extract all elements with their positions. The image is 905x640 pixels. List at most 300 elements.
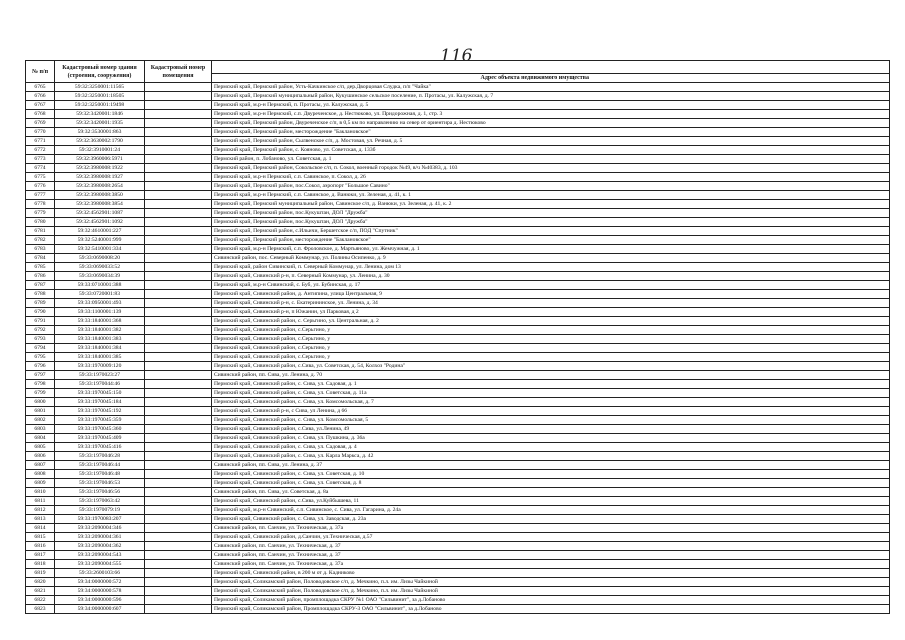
cadastral-premise-number <box>145 308 212 317</box>
row-number: 6793 <box>26 335 55 344</box>
cadastral-premise-number <box>145 587 212 596</box>
cadastral-building-number: 59:33:1970083:207 <box>55 515 145 524</box>
cadastral-building-number: 59:33:0690033:52 <box>55 263 145 272</box>
object-address: Сивинский район, пп. Санчин, ул. Техническая, д. 37 <box>212 551 890 560</box>
object-address: Пермский край, Пермский район, пос.Сокол, аэропорт "Большое Савино" <box>212 182 890 191</box>
cadastral-premise-number <box>145 371 212 380</box>
cadastral-building-number: 59:32:3980008:1927 <box>55 173 145 182</box>
row-number: 6769 <box>26 119 55 128</box>
cadastral-premise-number <box>145 146 212 155</box>
row-number: 6775 <box>26 173 55 182</box>
row-number: 6784 <box>26 254 55 263</box>
cadastral-premise-number <box>145 290 212 299</box>
cadastral-building-number: 59:32:3980008:3854 <box>55 200 145 209</box>
cadastral-premise-number <box>145 497 212 506</box>
object-address: Пермский край, Сивинский р-н, п Южанин, ул Парковая, д 2 <box>212 308 890 317</box>
row-number: 6817 <box>26 551 55 560</box>
cadastral-building-number: 59:32:5240001:999 <box>55 236 145 245</box>
table-row <box>26 452 890 461</box>
cadastral-building-number: 59:33:2090004:346 <box>55 524 145 533</box>
object-address: Пермский край, Пермский район, месторождение "Баклановское" <box>212 128 890 137</box>
cadastral-building-number: 59:33:1970063:42 <box>55 497 145 506</box>
cadastral-premise-number <box>145 569 212 578</box>
cadastral-premise-number <box>145 470 212 479</box>
cadastral-building-number: 59:33:1970045:359 <box>55 416 145 425</box>
row-number: 6822 <box>26 596 55 605</box>
object-address: Пермский край, Сивинский район, с.Серьгино, у <box>212 326 890 335</box>
row-number: 6773 <box>26 155 55 164</box>
cadastral-premise-number <box>145 263 212 272</box>
table-row <box>26 101 890 110</box>
table-row <box>26 164 890 173</box>
cadastral-premise-number <box>145 353 212 362</box>
row-number: 6804 <box>26 434 55 443</box>
cadastral-building-number: 59:33:1970045:150 <box>55 389 145 398</box>
cadastral-building-number: 59:33:1970079:19 <box>55 506 145 515</box>
cadastral-building-number: 59:33:1840001:384 <box>55 344 145 353</box>
registry-table <box>25 60 890 614</box>
cadastral-premise-number <box>145 236 212 245</box>
cadastral-premise-number <box>145 137 212 146</box>
row-number: 6780 <box>26 218 55 227</box>
row-number: 6800 <box>26 398 55 407</box>
object-address: Пермский край, м.р-н Сивинский, с.п. Сивинское, с. Сива, ул. Гагарина, д. 24а <box>212 506 890 515</box>
table-row <box>26 326 890 335</box>
cadastral-building-number: 59:33:1840001:382 <box>55 326 145 335</box>
object-address: Пермский край, Сивинский район, д.Санчин, ул.Техническая, д.57 <box>212 533 890 542</box>
cadastral-premise-number <box>145 380 212 389</box>
object-address: Сивинский район, пп. Сива, ул. Ленина, д. 37 <box>212 461 890 470</box>
table-row <box>26 119 890 128</box>
header-address-top <box>212 61 890 74</box>
object-address: Пермский край, Сивинский район, в 200 м от д. Кадниково <box>212 569 890 578</box>
table-row <box>26 416 890 425</box>
cadastral-premise-number <box>145 110 212 119</box>
row-number: 6802 <box>26 416 55 425</box>
cadastral-building-number: 59:33:1970046:53 <box>55 479 145 488</box>
object-address: Пермский край, Пермский район, пос.Кукуштан, ДОЛ "Дружба" <box>212 209 890 218</box>
row-number: 6781 <box>26 227 55 236</box>
cadastral-building-number: 59:33:1970045:360 <box>55 425 145 434</box>
row-number: 6810 <box>26 488 55 497</box>
cadastral-building-number: 59:33:1970045:409 <box>55 434 145 443</box>
table-row <box>26 272 890 281</box>
table-row <box>26 587 890 596</box>
cadastral-building-number: 59:32:4562901:1092 <box>55 218 145 227</box>
row-number: 6788 <box>26 290 55 299</box>
table-row <box>26 605 890 614</box>
cadastral-premise-number <box>145 362 212 371</box>
table-row <box>26 497 890 506</box>
object-address: Пермский край, Пермский муниципальный район, Савинское с/п, д. Ванюки, ул. Зеленая, д. 41, к. 2 <box>212 200 890 209</box>
object-address: Сивинский район, пп. Санчин, ул. Техническая, д. 37а <box>212 524 890 533</box>
table-row <box>26 461 890 470</box>
object-address: Пермский край, м.р-н Сивинский, с. Буб, ул. Бубинская, д. 17 <box>212 281 890 290</box>
row-number: 6814 <box>26 524 55 533</box>
row-number: 6768 <box>26 110 55 119</box>
table-row <box>26 506 890 515</box>
cadastral-building-number: 59:33:0950001:493 <box>55 299 145 308</box>
object-address: Пермский край, Пермский район, пос.Кукуштан, ДОЛ "Дружба" <box>212 218 890 227</box>
cadastral-building-number: 59:33:1970045:192 <box>55 407 145 416</box>
object-address: Пермский край, Сивинский р-н, п. Северный Коммунар, ул. Ленина, д. 30 <box>212 272 890 281</box>
table-row <box>26 515 890 524</box>
table-row <box>26 299 890 308</box>
object-address: Пермский край, Сивинский район, с. Серьгино, ул. Центральная, д. 2 <box>212 317 890 326</box>
cadastral-building-number: 59:32:3980008:1922 <box>55 164 145 173</box>
object-address: Пермский край, Сивинский район, с.Серьгино, у <box>212 335 890 344</box>
cadastral-premise-number <box>145 407 212 416</box>
cadastral-building-number: 59:33:1840001:383 <box>55 335 145 344</box>
table-row <box>26 542 890 551</box>
object-address: Пермский край, Пермский район, месторождение "Баклановское" <box>212 236 890 245</box>
table-row <box>26 254 890 263</box>
cadastral-building-number: 59:33:1970023:27 <box>55 371 145 380</box>
cadastral-building-number: 59:33:1970045:416 <box>55 443 145 452</box>
cadastral-premise-number <box>145 479 212 488</box>
table-row <box>26 470 890 479</box>
object-address: Пермский край, Сивинский р-н, с. Екатерининское, ул. Ленина, д. 34 <box>212 299 890 308</box>
cadastral-building-number: 59:33:0720001:83 <box>55 290 145 299</box>
row-number: 6807 <box>26 461 55 470</box>
row-number: 6777 <box>26 191 55 200</box>
cadastral-building-number: 59:32:3250001:11565 <box>55 83 145 92</box>
cadastral-premise-number <box>145 560 212 569</box>
cadastral-premise-number <box>145 344 212 353</box>
object-address: Пермский край, м.р-н Пермский, с.п. Фроловское, д. Мартьяново, ул. Жемчужная, д. 1 <box>212 245 890 254</box>
cadastral-building-number: 59:34:0000000:596 <box>55 596 145 605</box>
table-row <box>26 209 890 218</box>
object-address: Пермский край, район Сивинский, п. Северный Коммунар, ул. Ленина, дом 13 <box>212 263 890 272</box>
row-number: 6782 <box>26 236 55 245</box>
object-address: Пермский край, Сивинский район, с. Сива, ул. Советская, д. 10 <box>212 470 890 479</box>
table-row <box>26 155 890 164</box>
table-row <box>26 146 890 155</box>
table-row <box>26 173 890 182</box>
cadastral-building-number: 59:34:0000000:572 <box>55 578 145 587</box>
object-address: Сивинский район, пп. Санчин, ул. Техническая, д. 37 <box>212 542 890 551</box>
object-address: Пермский край, Сивинский район, с. Сива, ул. Заводская, д. 23а <box>212 515 890 524</box>
cadastral-building-number: 59:32:3910001:24 <box>55 146 145 155</box>
cadastral-premise-number <box>145 488 212 497</box>
row-number: 6786 <box>26 272 55 281</box>
row-number: 6767 <box>26 101 55 110</box>
cadastral-building-number: 59:33:1970046:56 <box>55 488 145 497</box>
row-number: 6766 <box>26 92 55 101</box>
cadastral-building-number: 59:32:3420001:1935 <box>55 119 145 128</box>
cadastral-premise-number <box>145 227 212 236</box>
table-row <box>26 83 890 92</box>
table-row <box>26 371 890 380</box>
row-number: 6794 <box>26 344 55 353</box>
cadastral-premise-number <box>145 119 212 128</box>
cadastral-building-number: 59:33:1970046:48 <box>55 470 145 479</box>
row-number: 6799 <box>26 389 55 398</box>
object-address: Пермский край, м.р-н Пермский, п. Протасы, ул. Калужская, д. 5 <box>212 101 890 110</box>
row-number: 6803 <box>26 425 55 434</box>
object-address: Пермский край, Пермский район, с. Кояново, ул. Советская, д. 133б <box>212 146 890 155</box>
cadastral-premise-number <box>145 398 212 407</box>
table-row <box>26 560 890 569</box>
cadastral-premise-number <box>145 533 212 542</box>
cadastral-premise-number <box>145 524 212 533</box>
cadastral-building-number: 59:33:1100001:139 <box>55 308 145 317</box>
cadastral-building-number: 59:34:0000000:607 <box>55 605 145 614</box>
cadastral-building-number: 59:32:3530001:863 <box>55 128 145 137</box>
cadastral-building-number: 59:33:0690034:39 <box>55 272 145 281</box>
cadastral-building-number: 59:32:4610001:227 <box>55 227 145 236</box>
cadastral-premise-number <box>145 461 212 470</box>
object-address: Сивинский район, пп. Сива, ул. Ленина, д. 70 <box>212 371 890 380</box>
table-row <box>26 92 890 101</box>
cadastral-building-number: 59:33:1840001:385 <box>55 353 145 362</box>
row-number: 6812 <box>26 506 55 515</box>
cadastral-building-number: 59:33:1970009:120 <box>55 362 145 371</box>
row-number: 6805 <box>26 443 55 452</box>
cadastral-building-number: 59:33:0710001:388 <box>55 281 145 290</box>
row-number: 6787 <box>26 281 55 290</box>
object-address: Пермский край, Соликамский район, Половодовское с/п, д. Мечкино, п.л. им. Лизы Чайкиной <box>212 578 890 587</box>
cadastral-building-number: 59:33:2090004:543 <box>55 551 145 560</box>
cadastral-premise-number <box>145 551 212 560</box>
object-address: Пермский край, Сивинский район, с. Сива, ул. Советская, д. 11а <box>212 389 890 398</box>
object-address: Пермский край, Сивинский район, с. Сива, ул. Комсомольская, д. 7 <box>212 398 890 407</box>
table-row <box>26 317 890 326</box>
object-address: Пермский край, Пермский район, Сылвенское с/п, д. Мостовая, ул. Речная, д. 5 <box>212 137 890 146</box>
row-number: 6797 <box>26 371 55 380</box>
table-row <box>26 389 890 398</box>
row-number: 6816 <box>26 542 55 551</box>
row-number: 6779 <box>26 209 55 218</box>
header-cadastral-building: Кадастровый номер здания (строения, сооружения) <box>55 61 145 83</box>
table-row <box>26 488 890 497</box>
table-row <box>26 335 890 344</box>
table-row <box>26 200 890 209</box>
cadastral-building-number: 59:33:2600103:66 <box>55 569 145 578</box>
table-row <box>26 578 890 587</box>
row-number: 6815 <box>26 533 55 542</box>
table-row <box>26 128 890 137</box>
header-address: Адрес объекта недвижимого имущества <box>212 74 890 83</box>
cadastral-premise-number <box>145 443 212 452</box>
table-row <box>26 398 890 407</box>
cadastral-building-number: 59:33:1970046:44 <box>55 461 145 470</box>
object-address: Пермский край, Пермский район, Двуреченское с/п, в 0,5 км по направлению на север от ориентира д. Нестюково <box>212 119 890 128</box>
cadastral-premise-number <box>145 200 212 209</box>
cadastral-premise-number <box>145 173 212 182</box>
object-address: Пермский край, Сивинский район, с. Сива, ул. Пушкина, д. 36а <box>212 434 890 443</box>
cadastral-building-number: 59:33:2090004:362 <box>55 542 145 551</box>
object-address: Пермский край, Пермский район, с.Ильичи, Бершетское с/п, ПОД "Спутник" <box>212 227 890 236</box>
object-address: Пермский край, Соликамский район, Половодовское с/п, д. Мечкино, п.л. им. Лизы Чайкиной <box>212 587 890 596</box>
header-cadastral-premise: Кадастровый номер помещения <box>145 61 212 83</box>
cadastral-building-number: 59:32:3250001:18505 <box>55 92 145 101</box>
object-address: Пермский край, Сивинский район, д. Антипина, улица Центральная, 9 <box>212 290 890 299</box>
row-number: 6796 <box>26 362 55 371</box>
cadastral-premise-number <box>145 578 212 587</box>
object-address: Пермский край, Сивинский р-н, с Сива, ул Ленина, д 66 <box>212 407 890 416</box>
table-row <box>26 362 890 371</box>
cadastral-premise-number <box>145 218 212 227</box>
object-address: Пермский край, м.р-н Пермский, с.п. Савинское, д. Ванюки, ул. Зеленая, д. 41, к. 1 <box>212 191 890 200</box>
cadastral-premise-number <box>145 164 212 173</box>
header-num: № п/п <box>26 61 55 83</box>
cadastral-premise-number <box>145 605 212 614</box>
object-address: Сивинский район, пп. Сива, ул. Советская, д. 8а <box>212 488 890 497</box>
row-number: 6792 <box>26 326 55 335</box>
table-row <box>26 425 890 434</box>
row-number: 6820 <box>26 578 55 587</box>
row-number: 6798 <box>26 380 55 389</box>
registry-rows <box>26 83 890 614</box>
cadastral-building-number: 59:33:0690008:20 <box>55 254 145 263</box>
row-number: 6770 <box>26 128 55 137</box>
cadastral-premise-number <box>145 452 212 461</box>
row-number: 6821 <box>26 587 55 596</box>
cadastral-premise-number <box>145 92 212 101</box>
cadastral-building-number: 59:32:3960006:5971 <box>55 155 145 164</box>
row-number: 6774 <box>26 164 55 173</box>
row-number: 6823 <box>26 605 55 614</box>
cadastral-premise-number <box>145 317 212 326</box>
object-address: Пермский край, Сивинский район, с. Сива, ул. Садовая, д. 1 <box>212 380 890 389</box>
cadastral-building-number: 59:32:3980008:3850 <box>55 191 145 200</box>
cadastral-premise-number <box>145 326 212 335</box>
row-number: 6783 <box>26 245 55 254</box>
cadastral-premise-number <box>145 155 212 164</box>
cadastral-building-number: 59:32:3420001:1846 <box>55 110 145 119</box>
table-row <box>26 551 890 560</box>
cadastral-premise-number <box>145 515 212 524</box>
cadastral-building-number: 59:32:3980008:2654 <box>55 182 145 191</box>
table-row <box>26 110 890 119</box>
table-row <box>26 137 890 146</box>
row-number: 6785 <box>26 263 55 272</box>
row-number: 6790 <box>26 308 55 317</box>
row-number: 6811 <box>26 497 55 506</box>
table-row <box>26 524 890 533</box>
page-number: 116 <box>440 46 473 66</box>
object-address: Пермский край, Сивинский район, с. Сива, ул. Комсомольская, 5 <box>212 416 890 425</box>
cadastral-building-number: 59:32:3630002:1790 <box>55 137 145 146</box>
table-row <box>26 191 890 200</box>
object-address: Пермский край, Сивинский район, с.Серьгино, у <box>212 344 890 353</box>
row-number: 6818 <box>26 560 55 569</box>
object-address: Пермский край, Пермский муниципальный район, Кукушинское сельское поселение, п. Протасы, ул. Калужская, д. 7 <box>212 92 890 101</box>
object-address: Пермский край, Сивинский район, с. Сива, ул. Садовая, д. 4 <box>212 443 890 452</box>
cadastral-premise-number <box>145 299 212 308</box>
cadastral-building-number: 59:32:3250001:19498 <box>55 101 145 110</box>
row-number: 6771 <box>26 137 55 146</box>
cadastral-premise-number <box>145 128 212 137</box>
table-row <box>26 407 890 416</box>
cadastral-building-number: 59:34:0000000:578 <box>55 587 145 596</box>
cadastral-premise-number <box>145 191 212 200</box>
row-number: 6801 <box>26 407 55 416</box>
object-address: Пермский край, Сивинский район, с. Сива, ул. Карла Маркса, д. 42 <box>212 452 890 461</box>
table-row <box>26 236 890 245</box>
row-number: 6806 <box>26 452 55 461</box>
table-row <box>26 596 890 605</box>
table-row <box>26 353 890 362</box>
object-address: Пермский край, Сивинский район, с. Сива, ул. Советская, д. 8 <box>212 479 890 488</box>
cadastral-premise-number <box>145 182 212 191</box>
cadastral-premise-number <box>145 209 212 218</box>
row-number: 6789 <box>26 299 55 308</box>
table-row <box>26 443 890 452</box>
cadastral-premise-number <box>145 425 212 434</box>
row-number: 6765 <box>26 83 55 92</box>
object-address: Пермский край, м.р-н Пермский, с.п. Двуреченское, д. Нестюково, ул. Придорожная, д. 1, стр. 3 <box>212 110 890 119</box>
row-number: 6772 <box>26 146 55 155</box>
row-number: 6808 <box>26 470 55 479</box>
table-row <box>26 263 890 272</box>
cadastral-building-number: 59:33:1840001:368 <box>55 317 145 326</box>
table-row <box>26 380 890 389</box>
cadastral-premise-number <box>145 416 212 425</box>
cadastral-premise-number <box>145 254 212 263</box>
cadastral-premise-number <box>145 542 212 551</box>
object-address: Пермский край, Соликамский район, Промплощадка СКРУ-3 ОАО "Сильвинит", за д.Лобаново <box>212 605 890 614</box>
row-number: 6776 <box>26 182 55 191</box>
row-number: 6791 <box>26 317 55 326</box>
row-number: 6778 <box>26 200 55 209</box>
table-row <box>26 569 890 578</box>
row-number: 6813 <box>26 515 55 524</box>
cadastral-building-number: 59:33:2090004:361 <box>55 533 145 542</box>
object-address: Пермский край, Сивинский район, с.Сива, ул.Куйбышева, 11 <box>212 497 890 506</box>
table-row <box>26 308 890 317</box>
cadastral-premise-number <box>145 272 212 281</box>
table-row <box>26 479 890 488</box>
cadastral-building-number: 59:33:2090004:555 <box>55 560 145 569</box>
row-number: 6809 <box>26 479 55 488</box>
cadastral-premise-number <box>145 506 212 515</box>
object-address: Пермский край, Сивинский район, с.Серьгино, у <box>212 353 890 362</box>
row-number: 6819 <box>26 569 55 578</box>
row-number: 6795 <box>26 353 55 362</box>
object-address: Пермский край, Сивинский район, с.Сива, ул.Ленина, 49 <box>212 425 890 434</box>
object-address: Пермский край, Соликамский район, промплощадка СКРУ №1 ОАО "Сильвинит", за д.Лобаново <box>212 596 890 605</box>
cadastral-premise-number <box>145 335 212 344</box>
cadastral-premise-number <box>145 245 212 254</box>
object-address: Пермский район, п. Лобаново, ул. Советская, д. 1 <box>212 155 890 164</box>
object-address: Пермский край, м.р-н Пермский, с.п. Савинское, п. Сокол, д. 26 <box>212 173 890 182</box>
object-address: Сивинский район, пос. Северный Коммунар, ул. Полины Осипенко, д. 9 <box>212 254 890 263</box>
cadastral-building-number: 59:33:1970044:46 <box>55 380 145 389</box>
table-row <box>26 290 890 299</box>
object-address: Пермский край, Пермский район, Усть-Качкинское с/п, дер.Дворцовая Слудка, п/п "Чайка" <box>212 83 890 92</box>
cadastral-premise-number <box>145 596 212 605</box>
cadastral-premise-number <box>145 389 212 398</box>
cadastral-premise-number <box>145 434 212 443</box>
table-row <box>26 182 890 191</box>
object-address: Сивинский район, пп. Санчин, ул. Техническая, д. 37а <box>212 560 890 569</box>
cadastral-building-number: 59:33:1970045:184 <box>55 398 145 407</box>
cadastral-premise-number <box>145 83 212 92</box>
table-row <box>26 344 890 353</box>
table-row <box>26 227 890 236</box>
table-row <box>26 434 890 443</box>
cadastral-premise-number <box>145 101 212 110</box>
cadastral-building-number: 59:32:5410001:334 <box>55 245 145 254</box>
table-row <box>26 533 890 542</box>
cadastral-premise-number <box>145 281 212 290</box>
object-address: Пермский край, Пермский район, Сокольское с/п, п. Сокол, военный городок №49, в/ч №40383, д. 103 <box>212 164 890 173</box>
table-row <box>26 218 890 227</box>
cadastral-building-number: 59:33:1970046:28 <box>55 452 145 461</box>
table-row <box>26 245 890 254</box>
